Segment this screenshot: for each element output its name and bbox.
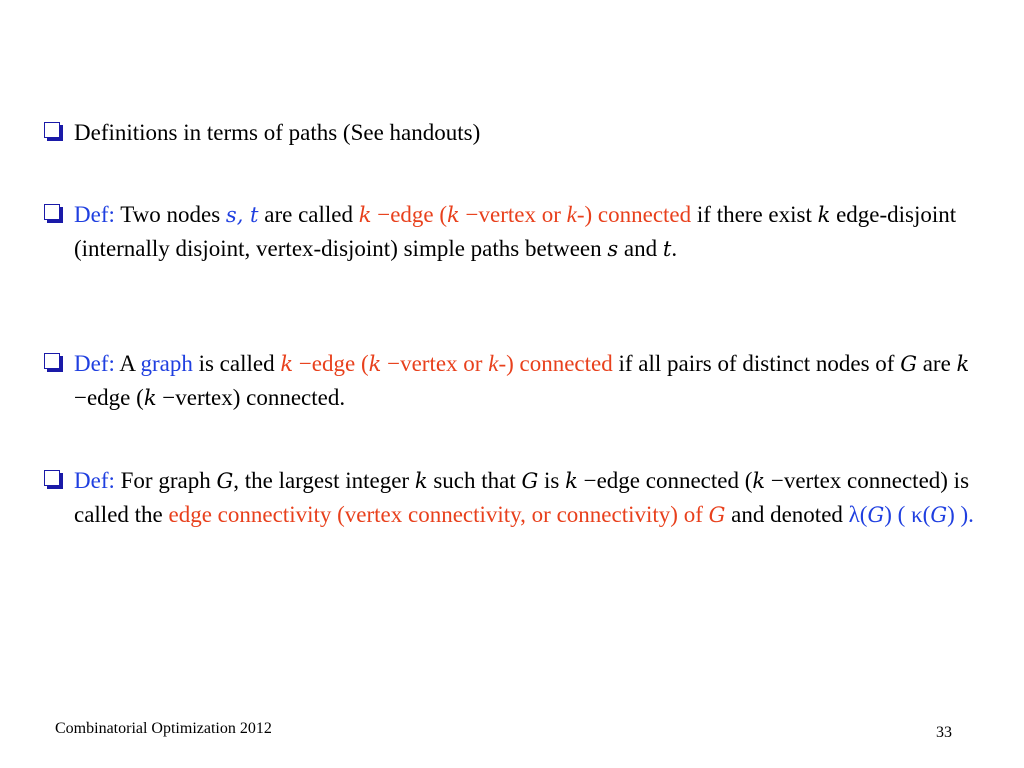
kappa-symbol: κ( <box>911 502 931 527</box>
text-run: are called <box>258 202 359 227</box>
bullet-3-text <box>74 347 984 415</box>
text-run-red: −vertex or <box>381 351 489 376</box>
text-run: −vertex connected) is called the <box>74 468 970 527</box>
math-k: k <box>368 352 382 376</box>
bullet-1-text <box>74 116 984 150</box>
text-run: A <box>114 351 141 376</box>
math-k: k <box>414 469 428 493</box>
math-G: G <box>900 352 917 376</box>
math-k: k <box>488 351 499 376</box>
math-k: k <box>752 469 766 493</box>
text-run: −edge ( <box>74 385 144 410</box>
text-run-red: −edge ( <box>371 202 448 227</box>
math-G: G <box>708 503 726 527</box>
math-k: k <box>566 202 577 227</box>
page-number: 33 <box>936 724 952 741</box>
math-G: G <box>930 503 948 527</box>
text-run: −vertex) connected. <box>156 385 346 410</box>
text-run: are <box>916 351 957 376</box>
math-G: G <box>216 469 234 493</box>
math-k: k <box>447 203 460 227</box>
math-k: k <box>358 203 372 227</box>
text-run: if all pairs of distinct nodes of <box>612 351 901 376</box>
bullet-4-text <box>74 464 984 532</box>
bullet-4 <box>44 464 984 532</box>
def-label: Def: <box>74 202 115 227</box>
math-G: G <box>867 503 885 527</box>
text-run: Two nodes <box>114 202 226 227</box>
bullet-2-text <box>74 198 984 266</box>
math-s-t: s, t <box>225 203 259 227</box>
text-run-red: −vertex or <box>459 202 567 227</box>
graph-term: graph <box>140 351 193 376</box>
def-label: Def: <box>74 351 115 376</box>
footer-course-title: Combinatorial Optimization 2012 <box>55 720 272 737</box>
bullet-1-line: Definitions in terms of paths (See handouts) <box>74 120 481 145</box>
text-run-red: -) connected <box>576 202 692 227</box>
def-label: Def: <box>74 468 115 493</box>
math-k: k <box>956 352 970 376</box>
text-run: and <box>618 236 663 261</box>
text-run-red: -) connected <box>498 351 613 376</box>
text-run: edge-disjoint (internally disjoint, vertex-disjoint) simple paths between <box>74 202 957 261</box>
text-run: if there exist <box>691 202 818 227</box>
bullet-3 <box>44 347 984 415</box>
checkbox-bullet-icon <box>44 204 63 222</box>
checkbox-bullet-icon <box>44 122 63 140</box>
math-k: k <box>280 352 294 376</box>
text-run-blue: ) ). <box>947 502 974 527</box>
bullet-2 <box>44 198 984 266</box>
math-k: k <box>565 469 578 493</box>
text-run-red: −edge ( <box>293 351 369 376</box>
text-run: is called <box>192 351 281 376</box>
checkbox-bullet-icon <box>44 353 63 371</box>
text-run: . <box>671 236 678 261</box>
checkbox-bullet-icon <box>44 470 63 488</box>
text-run: For graph <box>114 468 217 493</box>
text-run-blue: ) ( <box>884 502 912 527</box>
math-s: s <box>607 237 619 261</box>
text-run: −edge connected ( <box>577 468 753 493</box>
math-k: k <box>817 203 831 227</box>
text-run-red: edge connectivity (vertex connectivity, or connectivity) of <box>168 502 709 527</box>
math-k: k <box>143 386 157 410</box>
lambda-symbol: λ( <box>848 502 868 527</box>
text-run: is <box>538 468 566 493</box>
text-run: and denoted <box>725 502 849 527</box>
text-run: such that <box>427 468 522 493</box>
math-G: G <box>521 469 539 493</box>
bullet-1 <box>44 116 984 150</box>
text-run: , the largest integer <box>233 468 415 493</box>
math-t: t <box>662 237 672 261</box>
